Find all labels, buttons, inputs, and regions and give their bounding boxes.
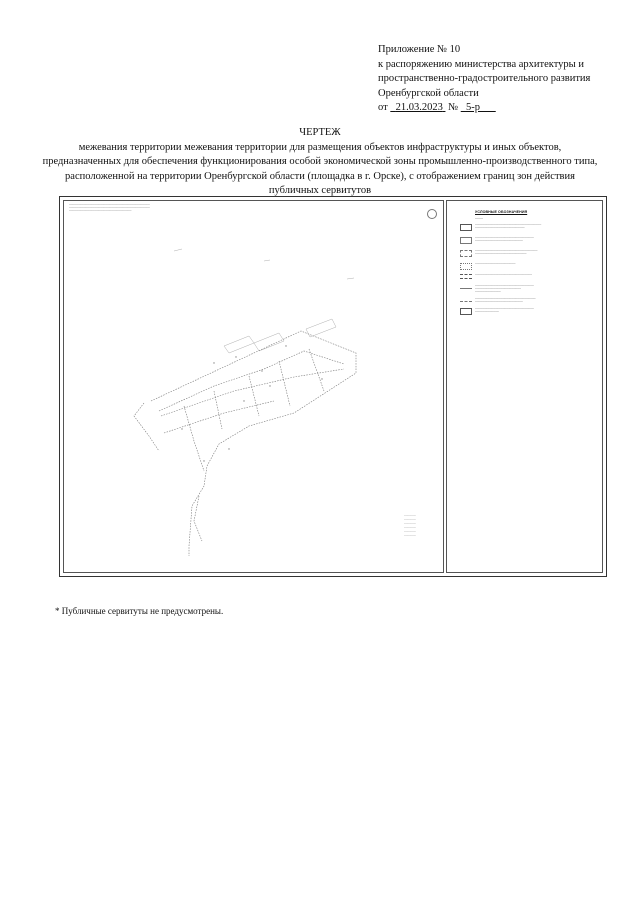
from-label: от: [378, 102, 388, 114]
legend-subtitle: ────: [475, 216, 483, 220]
annex-number: 5-р: [465, 102, 480, 114]
legend-item: ───────────────────────────────: [475, 273, 600, 276]
legend-symbol-icon: [460, 237, 472, 244]
legend-item: ──────────────────────────────── ─────────────: [475, 307, 600, 313]
number-label: №: [448, 102, 459, 114]
map-stamp: ─────── ─────── ─────── ─────── ─────── ───────: [404, 514, 416, 537]
legend-item: ──────────────────────────────── ──────────────────────────: [475, 236, 600, 242]
legend-symbol-icon: [460, 250, 472, 257]
annex-date-line: [378, 101, 618, 116]
legend-symbol-icon: [460, 224, 472, 231]
legend-item: ──────────────────────: [475, 262, 600, 265]
legend-item: ───────────────────────────────── ──────────────────────────: [475, 297, 600, 303]
legend-symbol-icon: [460, 263, 472, 270]
title-body: межевания территории межевания территории для размещения объектов инфраструктуры и иных объектов, предназначенных для обеспечения функционирования особой экономической зоны промышленно-производственного типа, расположенной на территории Оренбургской области (площадка в г. Орске), с отображением границ зон действия публичных сервитутов: [42, 141, 598, 197]
annex-line-1: Приложение № 10: [378, 44, 461, 55]
legend-symbol-icon: [460, 274, 472, 279]
map-drawing: [64, 201, 445, 574]
legend-symbol-icon: [460, 308, 472, 315]
legend-item: ────────────────────────────────── ────────────────────────────: [475, 249, 600, 255]
legend-panel: [446, 200, 603, 573]
legend-title: УСЛОВНЫЕ ОБОЗНАЧЕНИЯ: [475, 210, 528, 214]
map-area: [63, 200, 444, 573]
legend-symbol-icon: [460, 285, 472, 289]
map-notes-text: ──────────────────────────────────────────── ──────────────────────────────────────────── ──────────────────────────────────: [69, 203, 150, 213]
annex-line-2: к распоряжению министерства архитектуры и: [378, 58, 584, 70]
title-heading: ЧЕРТЕЖ: [299, 127, 341, 138]
legend-symbol-icon: [460, 298, 472, 302]
legend-item: ──────────────────────────────────── ───────────────────────────: [475, 223, 600, 229]
annex-line-3: пространственно-градостроительного развития: [378, 73, 591, 85]
annex-line-4: Оренбургской области: [378, 87, 479, 99]
annex-date: 21.03.2023: [395, 102, 443, 114]
document-title: [40, 126, 600, 199]
footnote: * Публичные сервитуты не предусмотрены.: [55, 606, 224, 616]
legend-item: ──────────────────────────────── ───────────────────────── ──────────────: [475, 284, 600, 294]
drawing-frame: [59, 196, 607, 577]
annex-block: [378, 43, 618, 116]
